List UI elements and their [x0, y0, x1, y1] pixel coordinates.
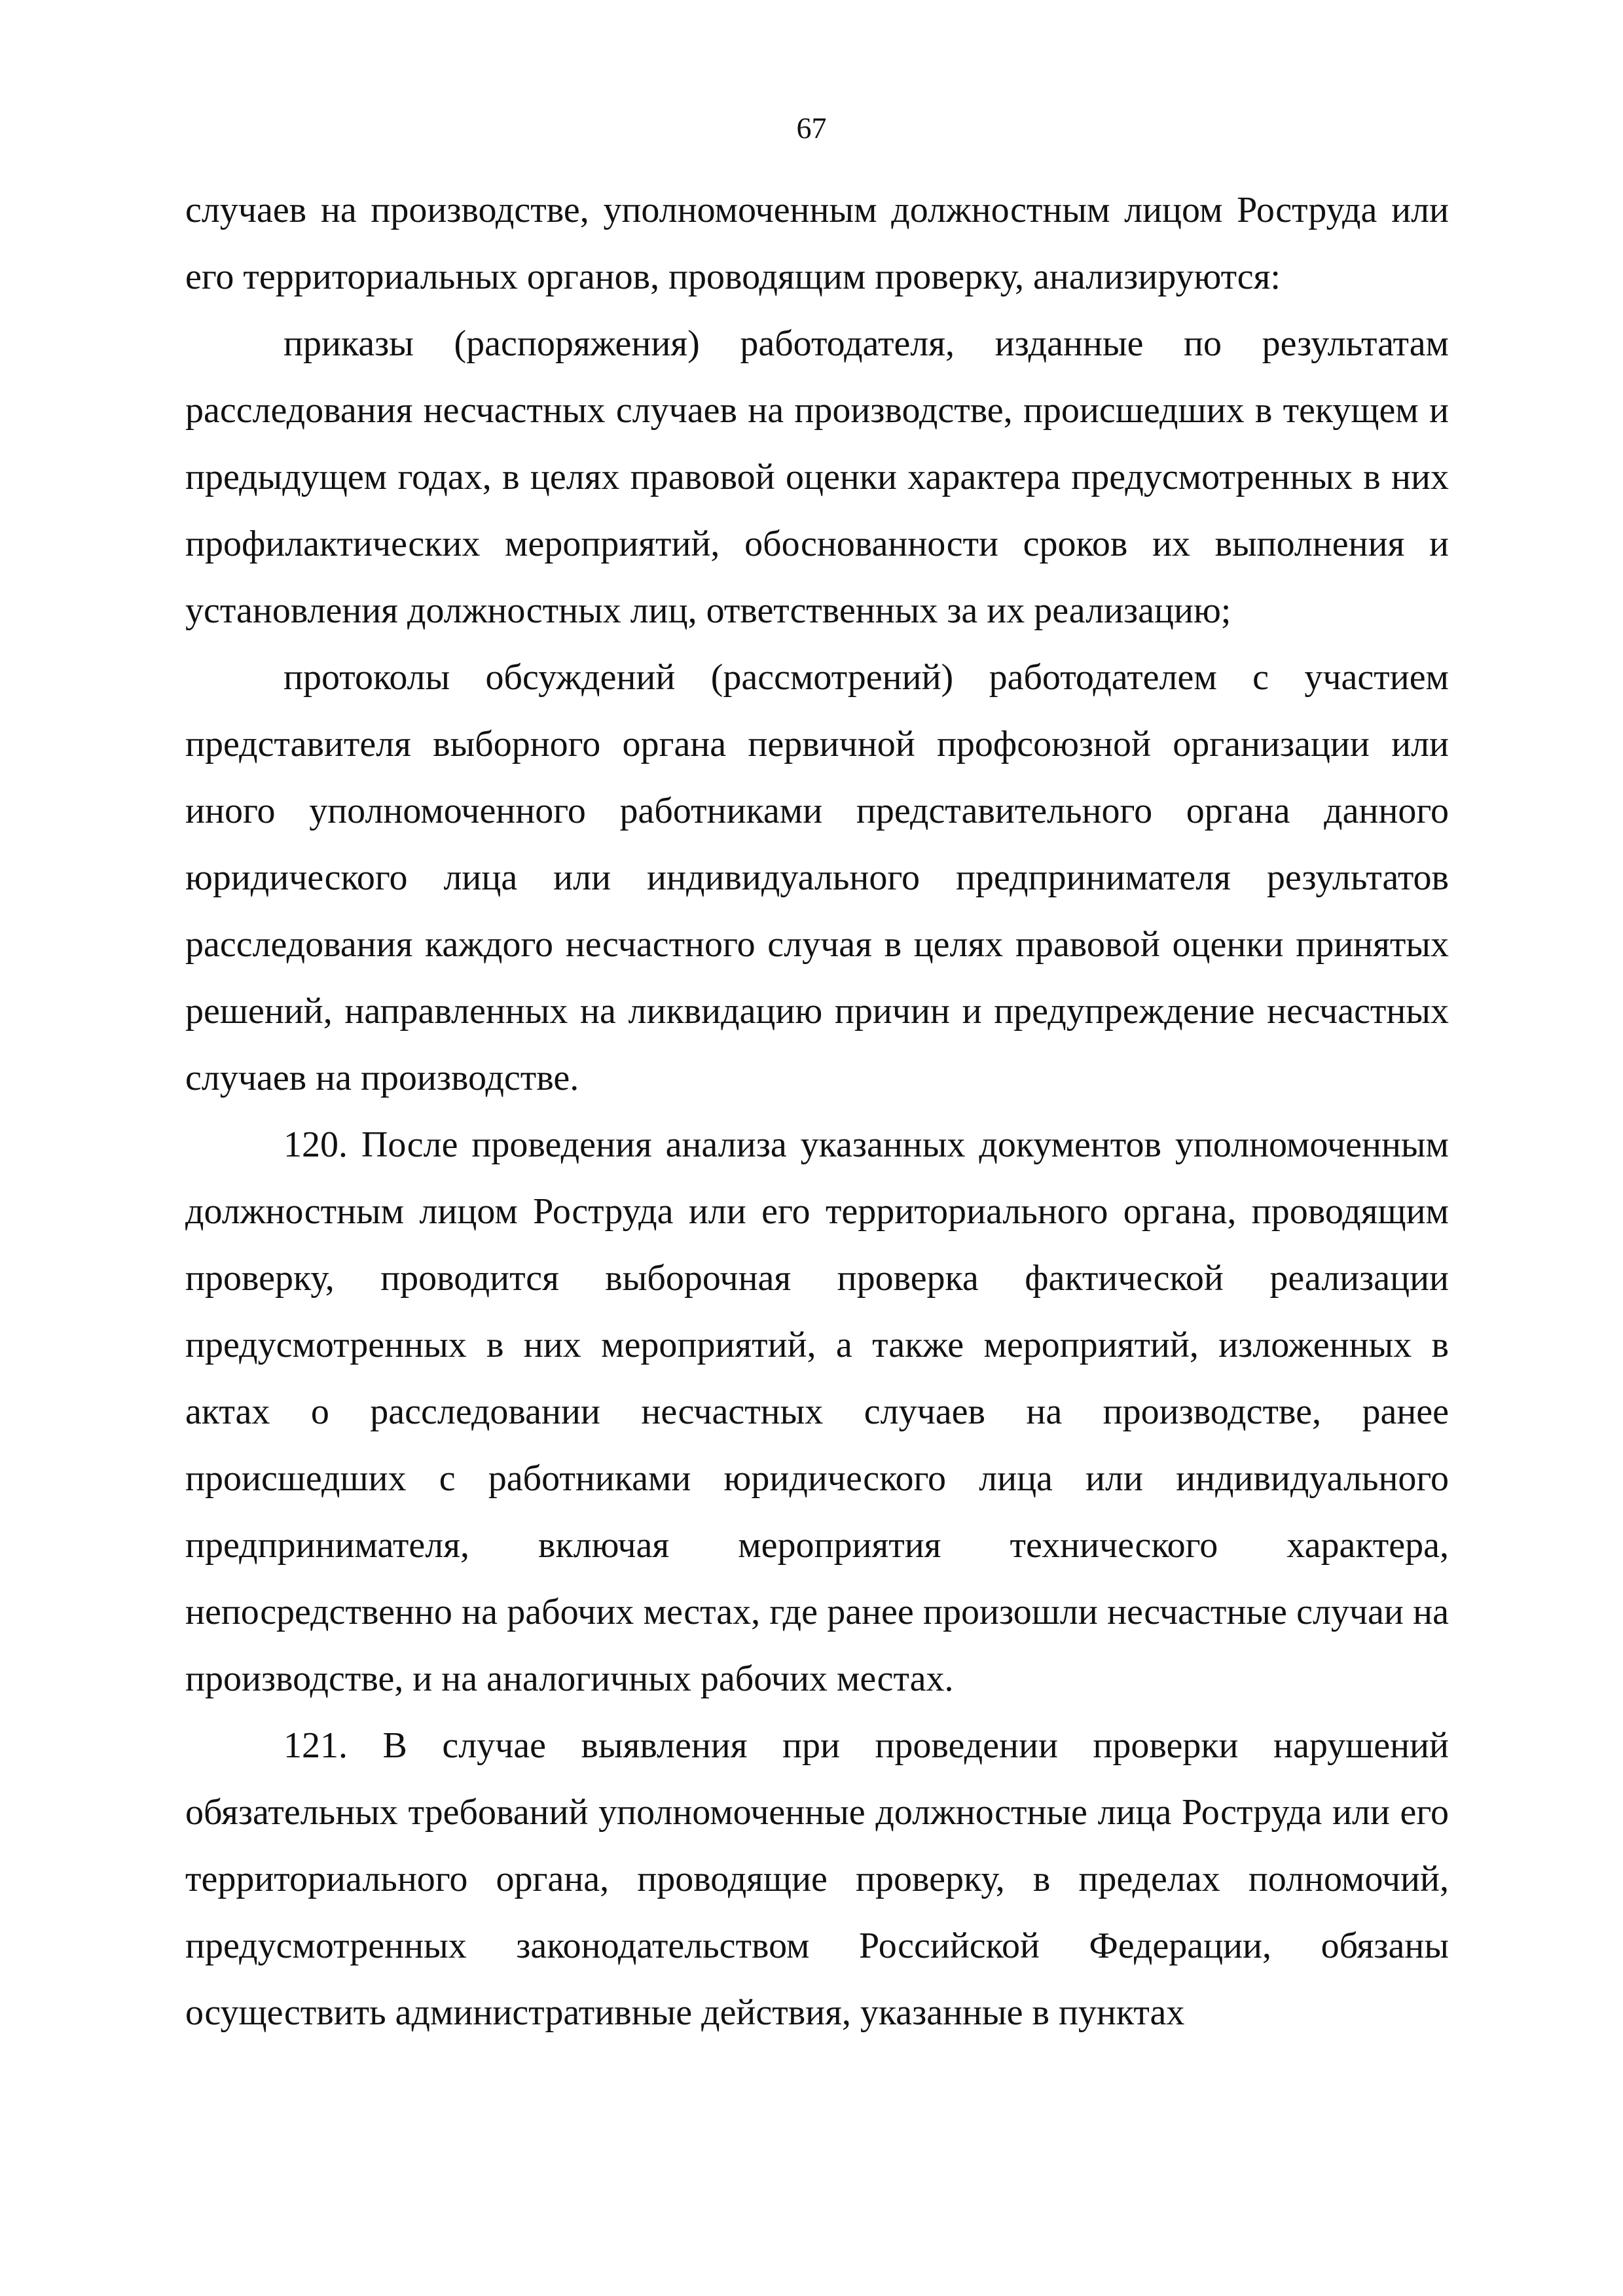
paragraph-item-121: 121. В случае выявления при проведении проверки нарушений обязательных требований уполномоченные должностные лица Роструда или его территориального органа, проводящие проверку, в пределах полномочий, предусмотренных законодательством Российской Федерации, обязаны осуществить административные действия, указанные в пунктах	[185, 1725, 1449, 2033]
paragraph-continuation: случаев на производстве, уполномоченным должностным лицом Роструда или его территориальных органов, проводящим проверку, анализируются:	[185, 190, 1449, 297]
paragraph-protocols: протоколы обсуждений (рассмотрений) работодателем с участием представителя выборного органа первичной профсоюзной организации или иного уполномоченного работниками представительного органа данного юридического лица или индивидуального предпринимателя результатов расследования каждого несчастного случая в целях правовой оценки принятых решений, направленных на ликвидацию причин и предупреждение несчастных случаев на производстве.	[185, 657, 1449, 1098]
document-body	[185, 177, 1449, 2046]
page-number: 67	[796, 111, 827, 145]
paragraph-orders: приказы (распоряжения) работодателя, изданные по результатам расследования несчастных случаев на производстве, происшедших в текущем и предыдущем годах, в целях правовой оценки характера предусмотренных в них профилактических мероприятий, обоснованности сроков их выполнения и установления должностных лиц, ответственных за их реализацию;	[185, 323, 1449, 631]
paragraph-item-120: 120. После проведения анализа указанных документов уполномоченным должностным лицом Роструда или его территориального органа, проводящим проверку, проводится выборочная проверка фактической реализации предусмотренных в них мероприятий, а также мероприятий, изложенных в актах о расследовании несчастных случаев на производстве, ранее происшедших с работниками юридического лица или индивидуального предпринимателя, включая мероприятия технического характера, непосредственно на рабочих местах, где ранее произошли несчастные случаи на производстве, и на аналогичных рабочих местах.	[185, 1124, 1449, 1699]
